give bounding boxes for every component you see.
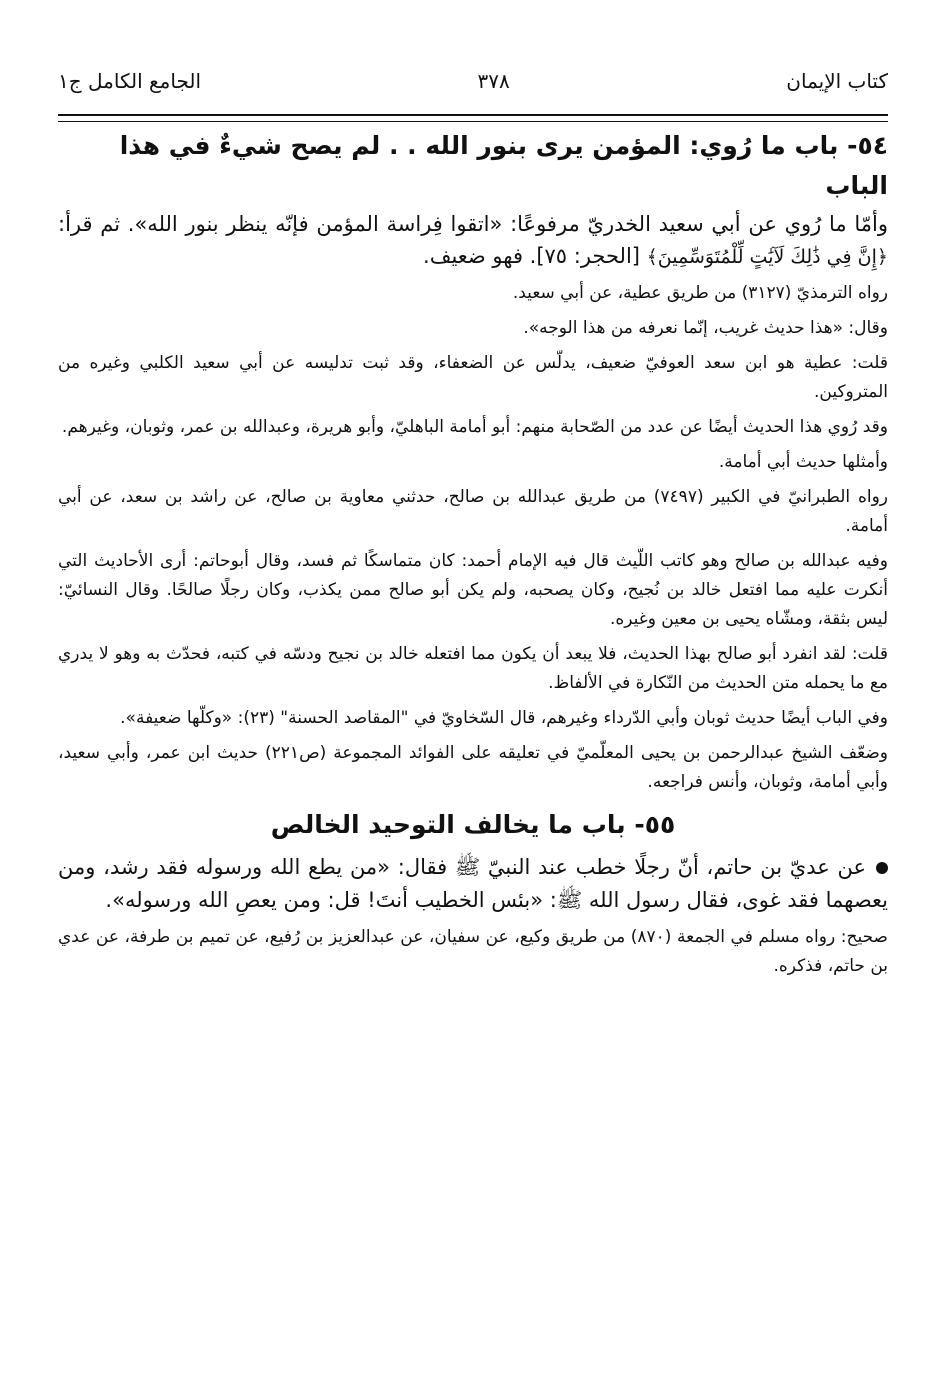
chapter-55-heading: ٥٥- باب ما يخالف التوحيد الخالص <box>270 810 676 839</box>
note-paragraph: وفيه عبدالله بن صالح وهو كاتب اللّيث قال فيه الإمام أحمد: كان متماسكًا ثم فسد، وقال أبوحاتم: أرى الأحاديث التي أنكرت عليه مما افتعل خالد بن نُجيح، وكان يصحبه، ولم يكن أبو صالح ممن يكذب، وكان رجلًا صالحًا. وقال النسائيّ: ليس بثقة، ومشّاه يحيى بن معين وغيره. <box>58 551 888 629</box>
book-page <box>58 58 888 987</box>
page-number: ٣٧٨ <box>477 69 510 93</box>
chapter-54-heading: ٥٤- باب ما رُوي: المؤمن يرى بنور الله . . لم يصح شيءٌ في هذا الباب <box>119 131 888 200</box>
grading-paragraph: صحيح: رواه مسلم في الجمعة (٨٧٠) من طريق وكيع، عن سفيان، عن عبدالعزيز بن رُفيع، عن تميم بن طرفة، عن عدي بن حاتم، فذكره. <box>58 927 888 976</box>
note-paragraph: وفي الباب أيضًا حديث ثوبان وأبي الدّرداء وغيرهم، قال السّخاويّ في "المقاصد الحسنة" (٢٣): «وكلّها ضعيفة». <box>120 708 888 728</box>
intro-text-1: وأمّا ما رُوي عن أبي سعيد الخدريّ مرفوعًا: «اتقوا فِراسة المؤمن فإنّه ينظر بنور الله». ثم قرأ: <box>58 212 888 236</box>
quran-verse: ﴿إِنَّ فِي ذَٰلِكَ لَآيَٰتٍ لِّلْمُتَوَسِّمِينَ﴾ <box>646 246 888 268</box>
hadith-text: عن عديّ بن حاتم، أنّ رجلًا خطب عند النبيّ ﷺ فقال: «من يطع الله ورسوله فقد رشد، ومن يعصهما فقد غوى، فقال رسول الله ﷺ: «بئس الخطيب أنتَ! قل: ومن يعصِ الله ورسوله». <box>58 855 888 912</box>
hadith-paragraph <box>58 851 888 917</box>
header-rule <box>58 114 888 122</box>
intro-text-2: [الحجر: ٧٥]. فهو ضعيف. <box>423 244 647 268</box>
series-title: الجامع الكامل ج١ <box>58 69 202 93</box>
note-paragraph: قلت: عطية هو ابن سعد العوفيّ ضعيف، يدلّس عن الضعفاء، وقد ثبت تدليسه عن أبي سعيد الكلبي وغيره من المتروكين. <box>58 353 888 402</box>
note-paragraph: رواه الترمذيّ (٣١٢٧) من طريق عطية، عن أبي سعيد. <box>512 283 888 303</box>
note-paragraph: قلت: لقد انفرد أبو صالح بهذا الحديث، فلا يبعد أن يكون مما افتعله خالد بن نجيح ودسّه في كتبه، فحدّث به وهو لا يدري مع ما يحمله متن الحديث من النّكارة في الألفاظ. <box>58 644 888 693</box>
chapter-54-intro <box>58 208 888 273</box>
bullet-icon <box>876 862 888 874</box>
note-paragraph: رواه الطبرانيّ في الكبير (٧٤٩٧) من طريق عبدالله بن صالح، حدثني معاوية بن صالح، عن راشد بن سعد، عن أبي أمامة. <box>58 487 888 536</box>
note-paragraph: وأمثلها حديث أبي أمامة. <box>718 452 888 472</box>
note-paragraph: وقد رُوي هذا الحديث أيضًا عن عدد من الصّحابة منهم: أبو أمامة الباهليّ، وأبو هريرة، وعبدالله بن عمر، وثوبان، وغيرهم. <box>61 417 888 437</box>
note-paragraph: وقال: «هذا حديث غريب، إنّما نعرفه من هذا الوجه». <box>523 318 888 338</box>
page-header <box>58 58 888 104</box>
book-title: كتاب الإيمان <box>786 69 888 93</box>
note-paragraph: وضعّف الشيخ عبدالرحمن بن يحيى المعلّميّ في تعليقه على الفوائد المجموعة (ص٢٢١) حديث ابن عمر، وأبي سعيد، وأبي أمامة، وثوبان، وأنس فراجعه. <box>58 743 888 792</box>
